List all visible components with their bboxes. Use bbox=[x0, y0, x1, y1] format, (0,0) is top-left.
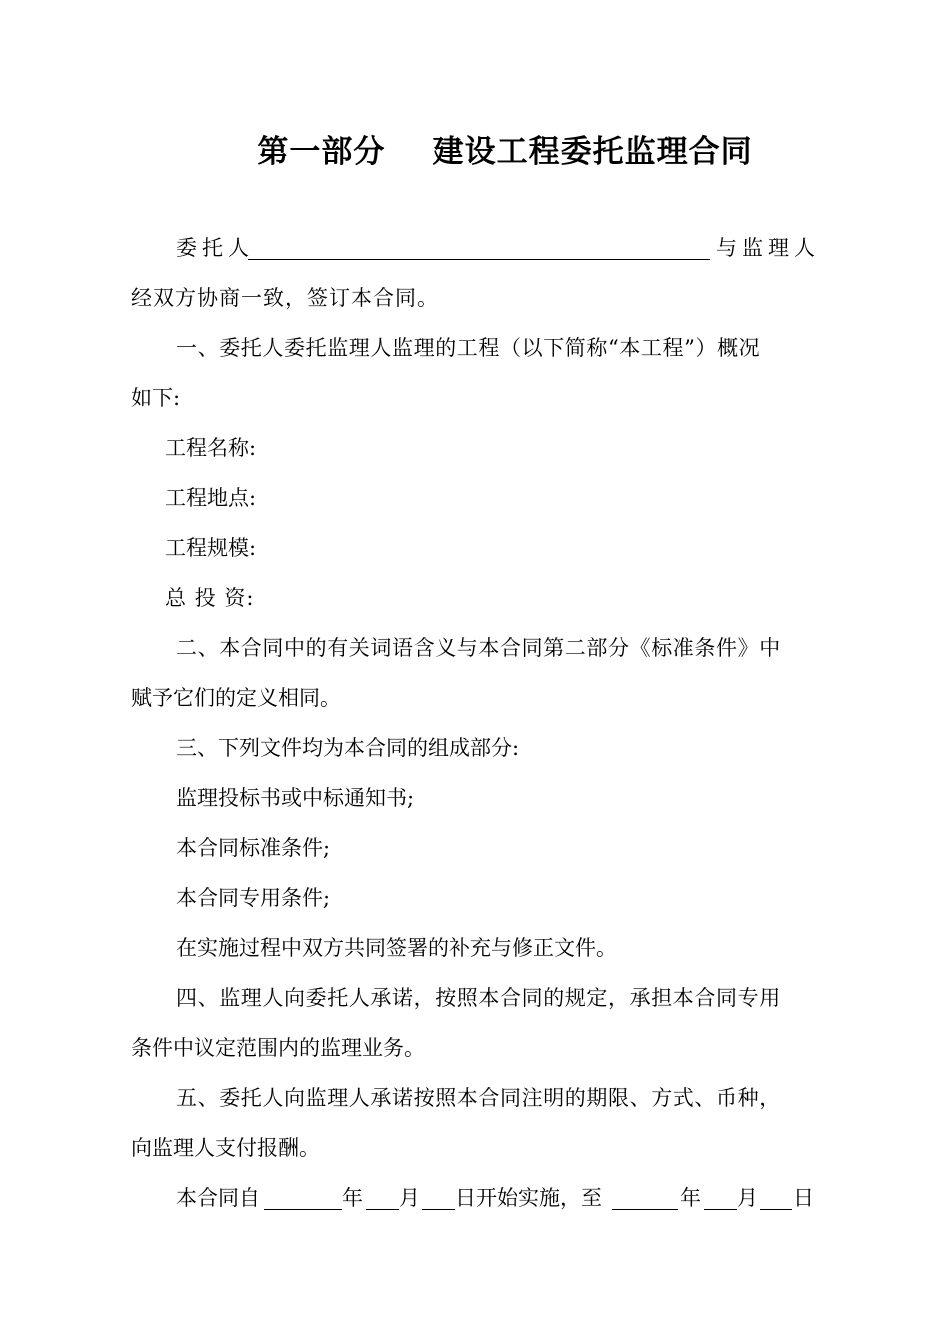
start-month-blank bbox=[366, 1209, 399, 1210]
term-month-label: 月 bbox=[399, 1186, 420, 1210]
clause1-text-continued: 如下: bbox=[131, 386, 181, 410]
list-item-text: 监理投标书或中标通知书; bbox=[176, 786, 415, 810]
clause2-line2 bbox=[0, 678, 950, 718]
field-label: 工程名称: bbox=[165, 436, 257, 460]
clause5-line1 bbox=[0, 1078, 950, 1118]
intro-continuation: 经双方协商一致，签订本合同。 bbox=[131, 286, 439, 310]
client-name-blank bbox=[248, 259, 710, 260]
clause4-line2 bbox=[0, 1028, 950, 1068]
field-project-scale bbox=[0, 528, 950, 568]
client-label: 委托人 bbox=[176, 236, 254, 260]
field-project-name bbox=[0, 428, 950, 468]
term-prefix: 本合同自 bbox=[176, 1186, 260, 1210]
clause2-line1 bbox=[0, 628, 950, 668]
field-project-location bbox=[0, 478, 950, 518]
intro-continuation-line bbox=[0, 278, 950, 318]
start-day-blank bbox=[422, 1209, 455, 1210]
list-item bbox=[0, 828, 950, 868]
supervisor-label: 与监理人 bbox=[716, 236, 820, 260]
clause5-line2 bbox=[0, 1128, 950, 1168]
clause2-text: 二、本合同中的有关词语含义与本合同第二部分《标准条件》中 bbox=[176, 636, 781, 660]
clause4-line1 bbox=[0, 978, 950, 1018]
end-day-blank bbox=[760, 1209, 792, 1210]
term-line bbox=[0, 1178, 950, 1218]
end-year-blank bbox=[612, 1209, 678, 1210]
field-label: 工程地点: bbox=[165, 486, 257, 510]
page-title: 第一部分 建设工程委托监理合同 bbox=[257, 134, 753, 170]
clause1-line2 bbox=[0, 378, 950, 418]
clause3-heading-line bbox=[0, 728, 950, 768]
list-item-text: 本合同专用条件; bbox=[176, 886, 331, 910]
field-total-investment bbox=[0, 578, 950, 618]
clause3-heading: 三、下列文件均为本合同的组成部分: bbox=[176, 736, 520, 760]
term-year-label: 年 bbox=[342, 1186, 363, 1210]
term-end-day-label: 日 bbox=[793, 1186, 814, 1210]
list-item bbox=[0, 878, 950, 918]
clause4-text: 四、监理人向委托人承诺，按照本合同的规定，承担本合同专用 bbox=[176, 986, 781, 1010]
clause5-text: 五、委托人向监理人承诺按照本合同注明的期限、方式、币种， bbox=[176, 1086, 781, 1110]
term-year-label: 年 bbox=[680, 1186, 701, 1210]
start-year-blank bbox=[264, 1209, 342, 1210]
intro-line bbox=[0, 228, 950, 268]
term-start-day-label: 日开始实施，至 bbox=[455, 1186, 602, 1210]
list-item-text: 在实施过程中双方共同签署的补充与修正文件。 bbox=[176, 936, 617, 960]
clause4-text-continued: 条件中议定范围内的监理业务。 bbox=[131, 1036, 425, 1060]
field-label: 工程规模: bbox=[165, 536, 257, 560]
term-month-label: 月 bbox=[737, 1186, 758, 1210]
list-item bbox=[0, 778, 950, 818]
field-label: 总 投 资: bbox=[165, 586, 255, 610]
clause1-line1 bbox=[0, 328, 950, 368]
end-month-blank bbox=[704, 1209, 737, 1210]
list-item bbox=[0, 928, 950, 968]
clause5-text-continued: 向监理人支付报酬。 bbox=[131, 1136, 320, 1160]
clause2-text-continued: 赋予它们的定义相同。 bbox=[131, 686, 341, 710]
clause1-text: 一、委托人委托监理人监理的工程（以下简称“本工程”）概况 bbox=[176, 336, 761, 360]
list-item-text: 本合同标准条件; bbox=[176, 836, 331, 860]
